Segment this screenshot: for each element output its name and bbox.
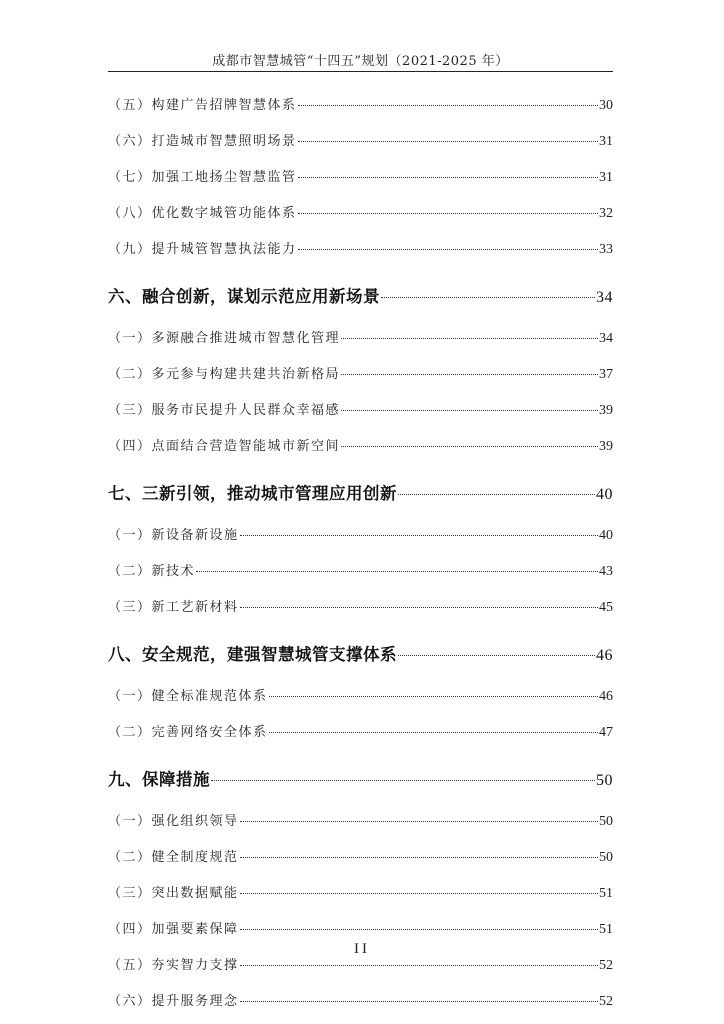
toc-dot-leader [298,141,598,142]
toc-section-entry[interactable] [108,754,613,807]
toc-subsection-entry[interactable] [108,593,613,629]
toc-entry-page: 51 [599,886,613,901]
toc-entry-page: 39 [599,403,613,418]
page-number: II [354,941,370,957]
toc-entry-page: 33 [599,242,613,257]
toc-dot-leader [269,732,598,733]
toc-entry-label: （四）加强要素保障 [108,922,239,937]
toc-entry-page: 30 [599,98,613,113]
toc-dot-leader [240,821,598,822]
toc-entry-page: 32 [599,206,613,221]
toc-entry-label: （四）点面结合营造智能城市新空间 [108,439,341,454]
toc-entry-label: 八、安全规范，建强智慧城管支撑体系 [108,645,397,664]
toc-entry-page: 51 [599,922,613,937]
toc-entry-page: 47 [599,725,613,740]
toc-entry-label: 九、保障措施 [108,770,210,789]
toc-subsection-entry[interactable] [108,91,613,127]
toc-entry-page: 45 [599,600,613,615]
toc-entry-page: 31 [599,170,613,185]
toc-entry-label: （六）提升服务理念 [108,994,239,1009]
toc-subsection-entry[interactable] [108,557,613,593]
toc-dot-leader [341,338,598,339]
toc-entry-page: 46 [599,689,613,704]
toc-entry-label: （七）加强工地扬尘智慧监管 [108,170,297,185]
toc-entry-page: 50 [599,814,613,829]
toc-dot-leader [341,410,598,411]
toc-dot-leader [269,696,598,697]
toc-dot-leader [211,780,595,781]
toc-subsection-entry[interactable] [108,163,613,199]
toc-dot-leader [381,297,595,298]
toc-entry-label: 六、融合创新，谋划示范应用新场景 [108,287,380,306]
table-of-contents [108,91,613,1023]
toc-entry-label: （九）提升城管智慧执法能力 [108,242,297,257]
toc-entry-label: （一）强化组织领导 [108,814,239,829]
toc-entry-label: （三）服务市民提升人民群众幸福感 [108,403,341,418]
toc-section-entry[interactable] [108,629,613,682]
toc-entry-label: （二）健全制度规范 [108,850,239,865]
toc-entry-page: 37 [599,367,613,382]
toc-subsection-entry[interactable] [108,521,613,557]
toc-entry-label: （二）完善网络安全体系 [108,725,268,740]
toc-entry-label: （八）优化数字城管功能体系 [108,206,297,221]
toc-entry-label: （五）夯实智力支撑 [108,958,239,973]
toc-section-entry[interactable] [108,468,613,521]
toc-subsection-entry[interactable] [108,718,613,754]
header-rule [108,71,613,72]
toc-entry-label: （五）构建广告招牌智慧体系 [108,98,297,113]
toc-entry-page: 31 [599,134,613,149]
toc-entry-label: （六）打造城市智慧照明场景 [108,134,297,149]
toc-dot-leader [240,607,598,608]
toc-entry-page: 40 [599,528,613,543]
toc-subsection-entry[interactable] [108,807,613,843]
toc-entry-page: 50 [596,772,613,789]
toc-subsection-entry[interactable] [108,324,613,360]
toc-entry-page: 52 [599,994,613,1009]
toc-dot-leader [298,249,598,250]
toc-entry-page: 43 [599,564,613,579]
toc-dot-leader [240,1001,598,1002]
toc-entry-page: 34 [596,289,613,306]
running-header: 成都市智慧城管“十四五”规划（2021-2025 年） [212,54,509,69]
toc-entry-label: （一）多源融合推进城市智慧化管理 [108,331,341,346]
toc-dot-leader [196,571,598,572]
toc-dot-leader [298,213,598,214]
toc-entry-page: 52 [599,958,613,973]
toc-entry-page: 34 [599,331,613,346]
toc-dot-leader [341,374,598,375]
toc-dot-leader [341,446,598,447]
toc-entry-page: 39 [599,439,613,454]
toc-entry-label: 七、三新引领，推动城市管理应用创新 [108,484,397,503]
toc-dot-leader [240,535,598,536]
toc-subsection-entry[interactable] [108,396,613,432]
toc-subsection-entry[interactable] [108,360,613,396]
toc-subsection-entry[interactable] [108,682,613,718]
toc-entry-page: 46 [596,647,613,664]
toc-dot-leader [298,177,598,178]
toc-subsection-entry[interactable] [108,987,613,1023]
toc-dot-leader [240,965,598,966]
toc-subsection-entry[interactable] [108,199,613,235]
toc-entry-label: （三）突出数据赋能 [108,886,239,901]
toc-dot-leader [298,105,598,106]
toc-entry-label: （一）健全标准规范体系 [108,689,268,704]
toc-dot-leader [240,857,598,858]
toc-entry-page: 50 [599,850,613,865]
toc-dot-leader [398,494,595,495]
toc-subsection-entry[interactable] [108,879,613,915]
toc-dot-leader [240,929,598,930]
toc-entry-label: （一）新设备新设施 [108,528,239,543]
toc-entry-label: （二）新技术 [108,564,196,579]
toc-subsection-entry[interactable] [108,127,613,163]
toc-subsection-entry[interactable] [108,235,613,271]
toc-subsection-entry[interactable] [108,432,613,468]
toc-section-entry[interactable] [108,271,613,324]
toc-dot-leader [240,893,598,894]
toc-subsection-entry[interactable] [108,843,613,879]
toc-entry-label: （三）新工艺新材料 [108,600,239,615]
toc-dot-leader [398,655,595,656]
toc-entry-label: （二）多元参与构建共建共治新格局 [108,367,341,382]
toc-entry-page: 40 [596,486,613,503]
